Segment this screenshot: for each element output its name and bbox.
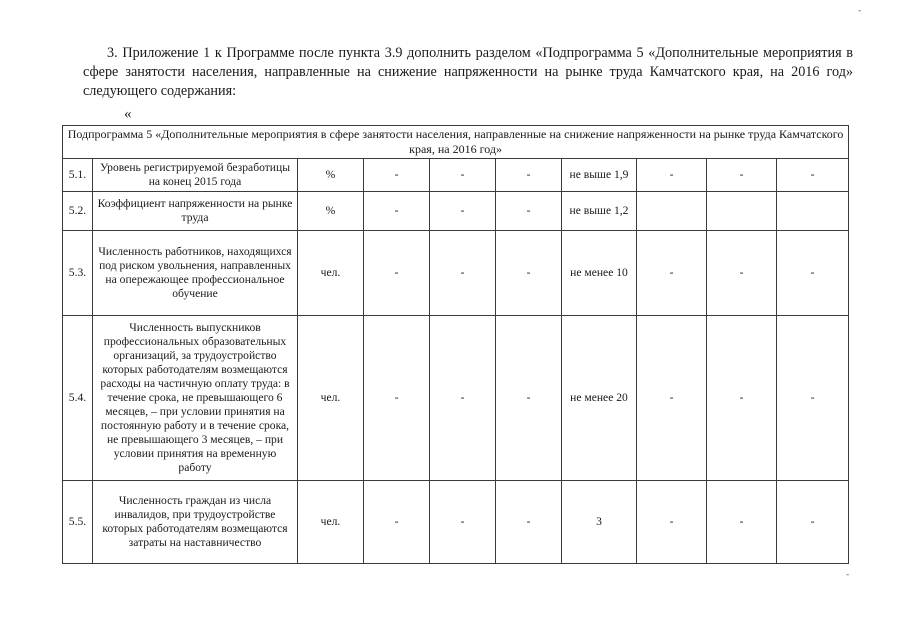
indicator-name: Численность работников, находящихся под риском увольнения, направленных на опережающее профессиональное обучение (93, 231, 298, 316)
value-cell: - (637, 316, 707, 481)
value-cell: - (496, 481, 562, 564)
value-cell: - (637, 231, 707, 316)
unit: чел. (298, 231, 364, 316)
table-row (63, 159, 849, 192)
value-cell: - (430, 231, 496, 316)
row-number: 5.3. (63, 231, 93, 316)
row-number: 5.4. (63, 316, 93, 481)
value-cell: - (496, 159, 562, 192)
indicator-name: Численность граждан из числа инвалидов, при трудоустройстве которых работодателям возмещаются затраты на наставничество (93, 481, 298, 564)
indicator-name: Численность выпускников профессиональных образовательных организаций, за трудоустройство которых работодателям возмещаются расходы на частичную оплату труда: в течение срока, не превышающего 6 месяцев, – при условии принятия на постоянную работу и в течение срока, не превышающего 3 месяцев, – при условии принятия на временную работу (93, 316, 298, 481)
subprogram-table (62, 125, 849, 564)
value-cell: - (364, 192, 430, 231)
table-row (63, 192, 849, 231)
intro-paragraph: 3. Приложение 1 к Программе после пункта 3.9 дополнить разделом «Подпрограмма 5 «Дополнительные мероприятия в сфере занятости населения, направленные на снижение напряженности на рынке труда Камчатского края, на 2016 год» следующего содержания: (83, 45, 853, 99)
value-cell: - (637, 481, 707, 564)
unit: % (298, 192, 364, 231)
value-cell: - (364, 231, 430, 316)
value-cell: - (496, 316, 562, 481)
opening-quote: « (124, 106, 132, 122)
value-cell: - (777, 316, 849, 481)
value-cell: - (637, 159, 707, 192)
value-cell (637, 192, 707, 231)
value-cell-2016: 3 (562, 481, 637, 564)
scan-mark-top: - (858, 6, 862, 16)
value-cell: - (430, 192, 496, 231)
value-cell: - (777, 231, 849, 316)
value-cell: - (430, 481, 496, 564)
indicator-name: Уровень регистрируемой безработицы на конец 2015 года (93, 159, 298, 192)
scan-mark-bottom: - (846, 570, 850, 580)
value-cell-2016: не менее 10 (562, 231, 637, 316)
row-number: 5.2. (63, 192, 93, 231)
value-cell: - (707, 316, 777, 481)
value-cell: - (496, 192, 562, 231)
indicator-name: Коэффициент напряженности на рынке труда (93, 192, 298, 231)
value-cell (777, 192, 849, 231)
table-row (63, 316, 849, 481)
value-cell: - (364, 481, 430, 564)
table-title: Подпрограмма 5 «Дополнительные мероприятия в сфере занятости населения, направленные на снижение напряженности на рынке труда Камчатского края, на 2016 год» (63, 126, 849, 159)
value-cell: - (496, 231, 562, 316)
value-cell: - (777, 159, 849, 192)
value-cell: - (430, 316, 496, 481)
value-cell: - (707, 231, 777, 316)
value-cell: - (707, 159, 777, 192)
value-cell (707, 192, 777, 231)
value-cell: - (707, 481, 777, 564)
unit: чел. (298, 481, 364, 564)
value-cell: - (430, 159, 496, 192)
value-cell-2016: не выше 1,9 (562, 159, 637, 192)
table-row (63, 481, 849, 564)
unit: чел. (298, 316, 364, 481)
table-title-row (63, 126, 849, 159)
table-row (63, 231, 849, 316)
value-cell-2016: не выше 1,2 (562, 192, 637, 231)
row-number: 5.1. (63, 159, 93, 192)
value-cell: - (777, 481, 849, 564)
value-cell: - (364, 159, 430, 192)
unit: % (298, 159, 364, 192)
value-cell-2016: не менее 20 (562, 316, 637, 481)
row-number: 5.5. (63, 481, 93, 564)
value-cell: - (364, 316, 430, 481)
